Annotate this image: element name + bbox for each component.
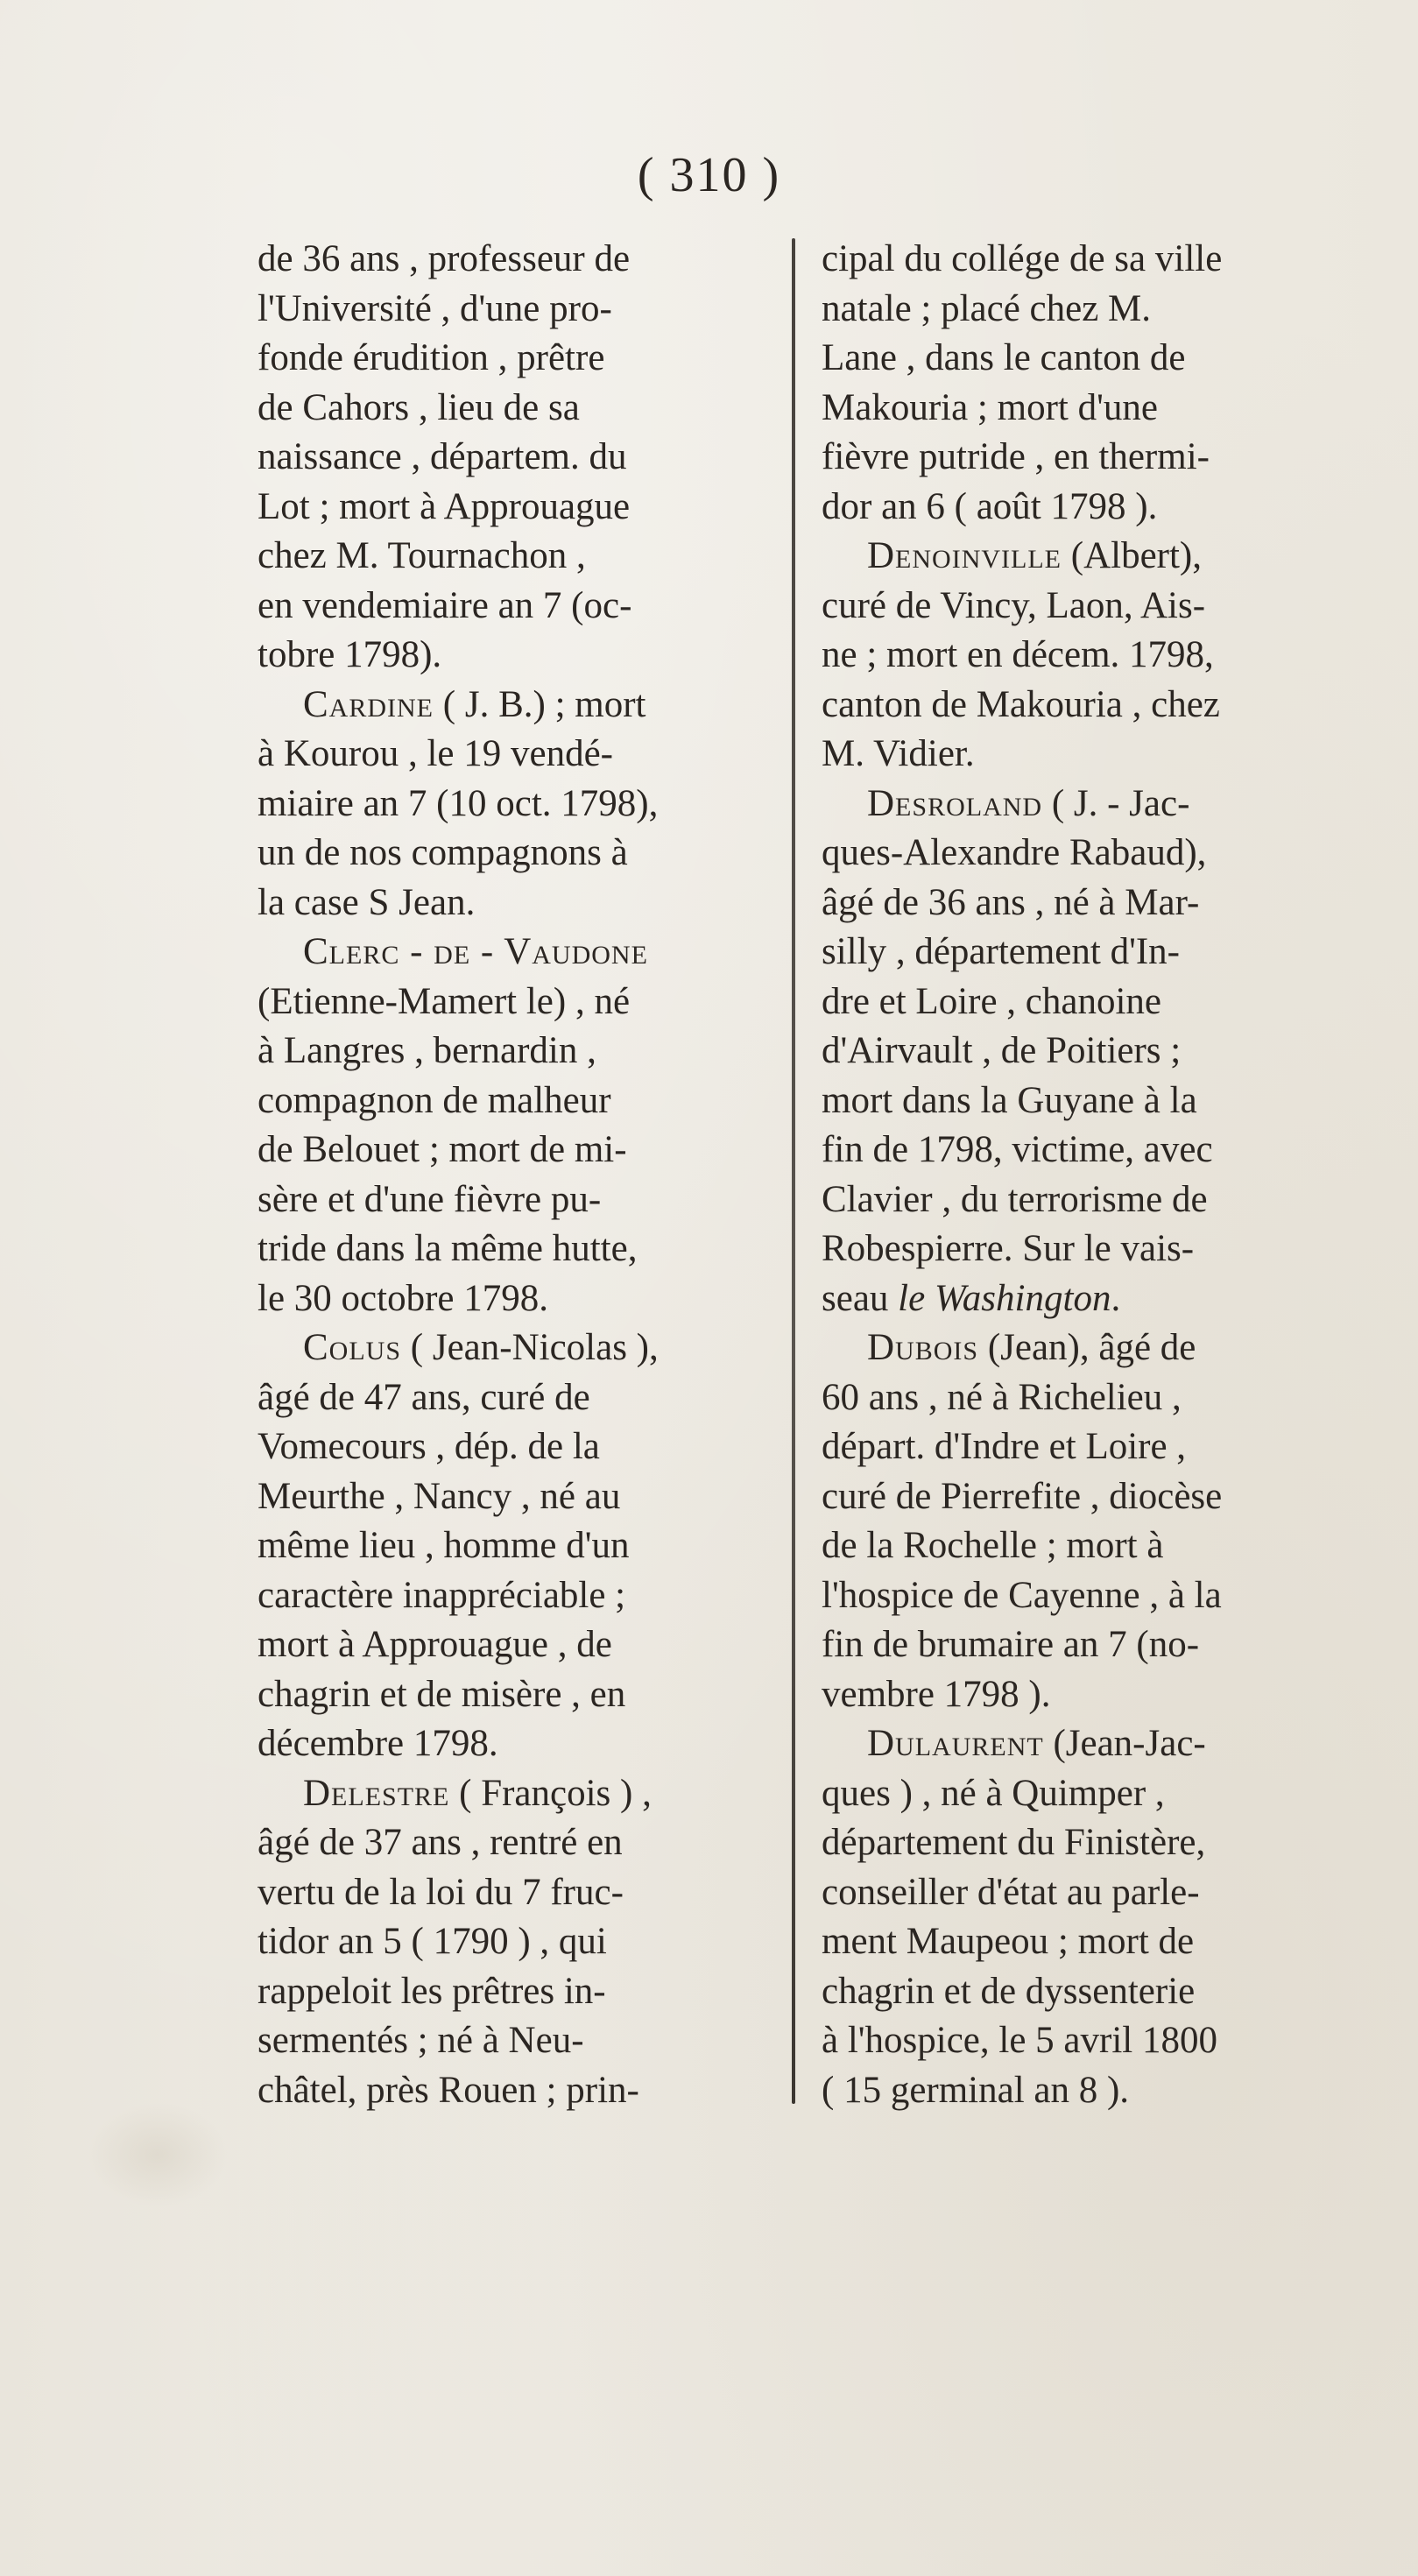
text-line [257,1670,783,1720]
text-line [257,879,783,928]
line-text: vertu de la loi du 7 fruc- [257,1871,624,1913]
text-line [257,1967,783,2017]
text-line [257,1126,783,1175]
line-text: de Cahors , lieu de sa [257,386,580,428]
text-line [257,1719,783,1769]
line-text: ( François ) , [449,1772,652,1814]
entry-name: Dulaurent [867,1723,1044,1764]
text-line [257,334,783,384]
text-line [822,1620,1330,1670]
line-text: vembre 1798 ). [822,1673,1051,1715]
line-text: cipal du collége de sa ville [822,238,1223,279]
text-line [257,1323,783,1373]
line-text: silly , département d'In- [822,931,1180,972]
text-line [822,1769,1330,1819]
text-line [257,1027,783,1076]
line-text: ( J. - Jac- [1042,782,1190,824]
entry-name: Clerc - de - Vaudone [303,931,648,972]
text-line [257,1274,783,1324]
text-line [822,1274,1330,1324]
text-line [257,1917,783,1967]
entry-name: Delestre [303,1772,450,1814]
text-line [822,977,1330,1027]
line-text: miaire an 7 (10 oct. 1798), [257,782,659,824]
text-line [822,235,1330,285]
page-number: ( 310 ) [637,148,781,202]
text-line [822,1224,1330,1274]
line-text: M. Vidier. [822,733,975,774]
paper-stain [88,2102,228,2207]
line-text: fin de 1798, victime, avec [822,1129,1213,1170]
text-line [822,1917,1330,1967]
text-line [822,1472,1330,1522]
text-line [257,1076,783,1126]
line-text: départ. d'Indre et Loire , [822,1426,1187,1467]
line-text: sermentés ; né à Neu- [257,2020,584,2061]
line-text: dre et Loire , chanoine [822,980,1162,1022]
text-line [822,1719,1330,1769]
left-text-column [257,235,783,2115]
line-text: tride dans la même hutte, [257,1228,638,1269]
entry-name: Cardine [303,683,434,725]
text-line [822,928,1330,977]
text-line [822,879,1330,928]
line-text: curé de Vincy, Laon, Ais- [822,584,1206,626]
line-text: à l'hospice, le 5 avril 1800 [822,2020,1217,2061]
column-divider [792,238,795,2104]
line-text: chagrin et de misère , en [257,1673,626,1715]
text-line [257,780,783,829]
line-text: (Jean-Jac- [1043,1723,1206,1764]
text-line [257,1422,783,1472]
line-text: même lieu , homme d'un [257,1525,630,1566]
text-line [822,1027,1330,1076]
text-line [822,631,1330,681]
entry-name: Denoinville [867,535,1062,576]
line-text: canton de Makouria , chez [822,683,1220,725]
text-line [822,532,1330,582]
line-text: caractère inappréciable ; [257,1574,626,1616]
text-line [257,235,783,285]
line-text: compagnon de malheur [257,1079,611,1121]
text-line [822,285,1330,335]
line-text: chez M. Tournachon , [257,535,586,576]
line-text: ( 15 germinal an 8 ). [822,2069,1130,2111]
text-line [257,1373,783,1423]
line-text: ques ) , né à Quimper , [822,1772,1165,1814]
line-text: mort dans la Guyane à la [822,1079,1197,1121]
line-text: 60 ans , né à Richelieu , [822,1376,1182,1418]
text-line [257,2016,783,2066]
line-text: châtel, près Rouen ; prin- [257,2069,639,2111]
line-text: dor an 6 ( août 1798 ). [822,485,1158,527]
text-line [822,1670,1330,1720]
text-line [822,334,1330,384]
line-text: (Albert), [1062,535,1202,576]
text-line [257,1620,783,1670]
line-text: Lane , dans le canton de [822,337,1186,378]
text-line [257,532,783,582]
line-text: la case S Jean. [257,881,476,923]
text-line [257,928,783,977]
line-text: à Langres , bernardin , [257,1030,596,1071]
text-line [257,829,783,879]
line-text: en vendemiaire an 7 (oc- [257,584,632,626]
line-text: âgé de 36 ans , né à Mar- [822,881,1200,923]
text-line [822,829,1330,879]
line-text: ( J. B.) ; mort [434,683,646,725]
right-text-column [822,235,1330,2115]
text-line [257,681,783,730]
text-line [822,433,1330,483]
line-text: mort à Approuague , de [257,1624,612,1665]
text-line [822,1126,1330,1175]
text-line [822,1373,1330,1423]
line-text: fonde érudition , prêtre [257,337,605,378]
text-line [822,483,1330,533]
line-text: ne ; mort en décem. 1798, [822,634,1214,675]
line-text: âgé de 47 ans, curé de [257,1376,590,1418]
line-text: de la Rochelle ; mort à [822,1525,1164,1566]
line-text: décembre 1798. [257,1723,498,1764]
ship-name: le Washington [898,1277,1111,1319]
text-line [257,433,783,483]
line-text-after: . [1111,1277,1121,1319]
entry-name: Dubois [867,1327,979,1368]
text-line [257,2066,783,2116]
text-line [257,1472,783,1522]
entry-name: Desroland [867,782,1043,824]
text-line [822,1323,1330,1373]
line-text: l'Université , d'une pro- [257,287,612,329]
text-line [822,1818,1330,1868]
line-text: Robespierre. Sur le vais- [822,1228,1195,1269]
entry-name: Colus [303,1327,402,1368]
line-text: le 30 octobre 1798. [257,1277,548,1319]
text-line [257,285,783,335]
text-line [822,1175,1330,1225]
text-line [257,1175,783,1225]
text-line [822,384,1330,434]
line-text: Vomecours , dép. de la [257,1426,600,1467]
text-line [822,1422,1330,1472]
text-line [822,1076,1330,1126]
text-line [822,582,1330,632]
line-text: conseiller d'état au parle- [822,1871,1200,1913]
text-line [257,483,783,533]
text-line [822,1571,1330,1621]
line-text: sère et d'une fièvre pu- [257,1178,602,1220]
line-text: l'hospice de Cayenne , à la [822,1574,1222,1616]
text-line [257,1521,783,1571]
text-line [257,384,783,434]
line-text: naissance , départem. du [257,436,627,477]
text-line [257,1571,783,1621]
text-line [822,2016,1330,2066]
line-text: seau [822,1277,899,1319]
text-line [822,780,1330,829]
line-text: un de nos compagnons à [257,832,628,873]
line-text: curé de Pierrefite , diocèse [822,1475,1223,1517]
line-text: tidor an 5 ( 1790 ) , qui [257,1921,607,1962]
line-text: Clavier , du terrorisme de [822,1178,1208,1220]
line-text: (Etienne-Mamert le) , né [257,980,631,1022]
line-text: ment Maupeou ; mort de [822,1921,1195,1962]
line-text: fièvre putride , en thermi- [822,436,1210,477]
line-text: d'Airvault , de Poitiers ; [822,1030,1182,1071]
text-line [257,1818,783,1868]
text-line [257,1224,783,1274]
text-line [257,1868,783,1918]
line-text: Meurthe , Nancy , né au [257,1475,621,1517]
line-text: de Belouet ; mort de mi- [257,1129,627,1170]
text-line [822,730,1330,780]
line-text: tobre 1798). [257,634,442,675]
text-line [257,1769,783,1819]
line-text: fin de brumaire an 7 (no- [822,1624,1200,1665]
text-line [822,2066,1330,2116]
text-line [822,1868,1330,1918]
line-text: Lot ; mort à Approuague [257,485,631,527]
text-line [822,1521,1330,1571]
line-text: âgé de 37 ans , rentré en [257,1822,623,1863]
text-line [257,582,783,632]
text-line [257,631,783,681]
line-text: Makouria ; mort d'une [822,386,1158,428]
text-line [257,730,783,780]
line-text: ( Jean-Nicolas ), [401,1327,659,1368]
line-text: ques-Alexandre Rabaud), [822,832,1207,873]
line-text: (Jean), âgé de [978,1327,1196,1368]
line-text: chagrin et de dyssenterie [822,1970,1196,2012]
line-text: département du Finistère, [822,1822,1206,1863]
text-line [822,681,1330,730]
line-text: de 36 ans , professeur de [257,238,631,279]
line-text: natale ; placé chez M. [822,287,1152,329]
text-line [257,977,783,1027]
text-line [822,1967,1330,2017]
line-text: rappeloit les prêtres in- [257,1970,606,2012]
line-text: à Kourou , le 19 vendé- [257,733,613,774]
